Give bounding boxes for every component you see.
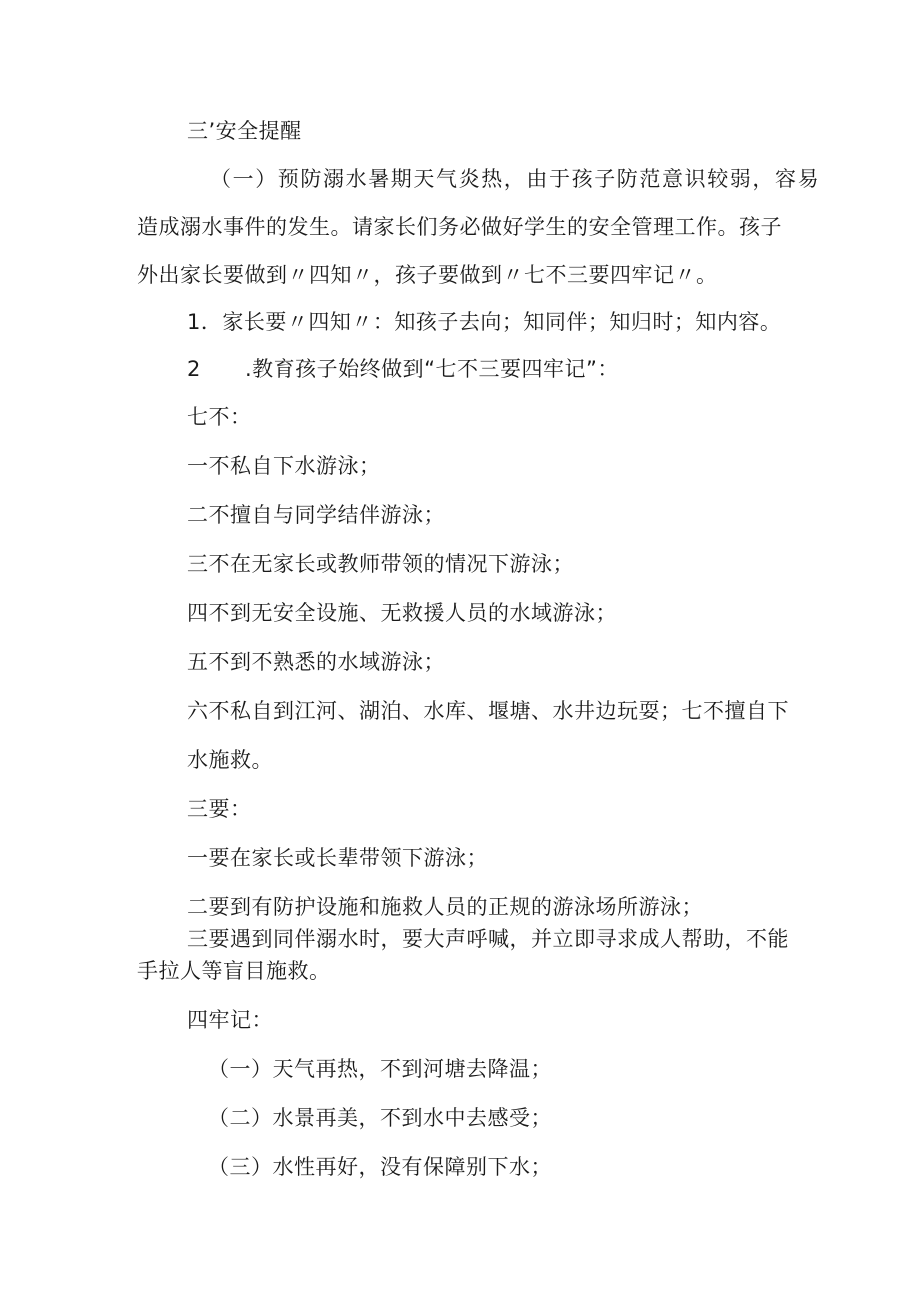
three-must-item-2: 二要到有防护设施和施救人员的正规的游泳场所游泳； bbox=[187, 895, 703, 919]
three-must-heading: 三要： bbox=[187, 797, 252, 821]
seven-no-item-6: 六不私自到江河、湖泊、水库、堰塘、水井边玩耍；七不擅自下 bbox=[187, 699, 789, 723]
intro-line-2: 造成溺水事件的发生。请家长们务必做好学生的安全管理工作。孩子 bbox=[137, 215, 782, 239]
seven-no-item-7: 水施救。 bbox=[187, 748, 273, 772]
item-2-text: .教育孩子始终做到“七不三要四牢记”： bbox=[245, 357, 619, 381]
item-2-number: 2 bbox=[187, 357, 201, 381]
four-remember-item-3: （三）水性再好，没有保障别下水； bbox=[208, 1155, 552, 1179]
section-title: 三’安全提醒 bbox=[187, 119, 302, 143]
seven-no-item-1: 一不私自下水游泳； bbox=[187, 454, 381, 478]
seven-no-heading: 七不： bbox=[187, 405, 252, 429]
seven-no-item-5: 五不到不熟悉的水域游泳； bbox=[187, 650, 445, 674]
three-must-item-3: 三要遇到同伴溺水时，要大声呼喊，并立即寻求成人帮助，不能 bbox=[187, 927, 789, 951]
four-remember-item-2: （二）水景再美，不到水中去感受； bbox=[208, 1106, 552, 1130]
four-remember-heading: 四牢记： bbox=[187, 1008, 273, 1032]
seven-no-item-4: 四不到无安全设施、无救援人员的水域游泳； bbox=[187, 601, 617, 625]
four-remember-item-1: （一）天气再热，不到河塘去降温； bbox=[208, 1057, 552, 1081]
three-must-item-1: 一要在家长或长辈带领下游泳； bbox=[187, 846, 488, 870]
seven-no-item-3: 三不在无家长或教师带领的情况下游泳； bbox=[187, 552, 574, 576]
three-must-item-3-cont: 手拉人等盲目施救。 bbox=[137, 959, 331, 983]
seven-no-item-2: 二不擅自与同学结伴游泳； bbox=[187, 503, 445, 527]
intro-line-1: （一）预防溺水暑期天气炎热，由于孩子防范意识较弱，容易 bbox=[210, 167, 821, 191]
intro-line-3: 外出家长要做到〃四知〃，孩子要做到〃七不三要四牢记〃。 bbox=[137, 263, 718, 287]
item-1: 1．家长要〃四知〃：知孩子去向；知同伴；知归时；知内容。 bbox=[187, 310, 782, 334]
